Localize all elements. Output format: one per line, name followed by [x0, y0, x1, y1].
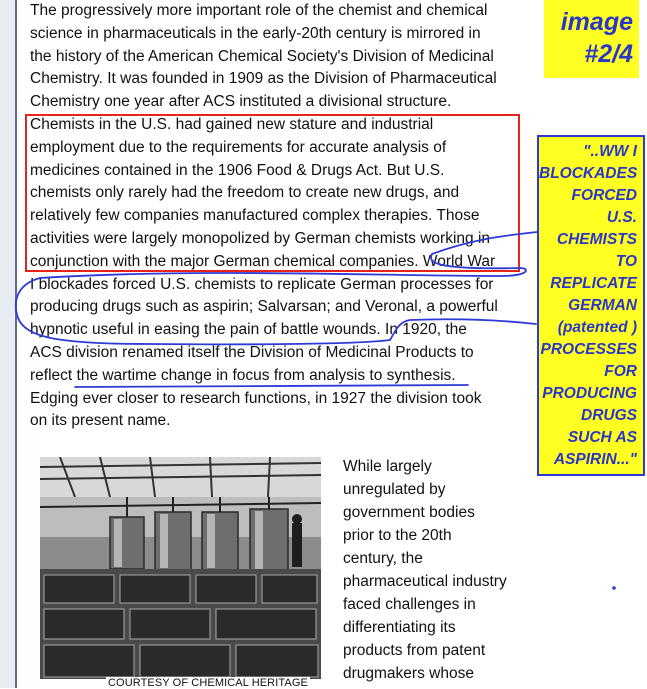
factory-photo-illustration — [40, 457, 321, 679]
red-highlight-box — [25, 114, 520, 272]
side-paragraph: While largely unregulated by government bodies prior to the 20th century, the pharmaceutical industry faced challenges in differentiating its products from patent drugmakers whose — [343, 458, 507, 682]
photo-credit: COURTESY OF CHEMICAL HERITAGE — [108, 677, 308, 689]
image-number-tag: image #2/4 — [544, 0, 639, 78]
main-paragraph: The progressively more important role of the chemist and chemical science in pharmaceuticals in the early-20th century is mirrored in the history of the American Chemical Society's Division of Medicinal Chemistry. It was founded in 1909 as the Division of Pharmaceutical Chemistry one year after ACS instituted a divisional structure. Chemists in the U.S. had gained new stature and industrial employment due to the requirements for accurate analysis of medicines contained in the 1906 Food & Drugs Act. But U.S. chemists only rarely had the freedom to create new drugs, and relatively few companies manufactured complex therapies. Those activities were largely monopolized by German chemists working in conjunction with the major German chemical companies. World War I blockades forced U.S. chemists to replicate German processes for producing drugs such as aspirin; Salvarsan; and Veronal, a powerful hypnotic useful in easing the pain of battle wounds. In 1920, the ACS division renamed itself the Division of Medicinal Products to reflect the wartime change in focus from analysis to synthesis. Edging ever closer to research functions, in 1927 the division took on its present name. — [30, 2, 498, 430]
left-edge-strip — [0, 0, 17, 688]
quote-callout-box: "..WW I BLOCKADES FORCED U.S. CHEMISTS TO REPLICATE GERMAN (patented ) PROCESSES FOR PRODUCING DRUGS SUCH AS ASPIRIN..." — [537, 135, 645, 476]
blue-dot — [612, 586, 616, 590]
factory-photo — [40, 457, 321, 679]
